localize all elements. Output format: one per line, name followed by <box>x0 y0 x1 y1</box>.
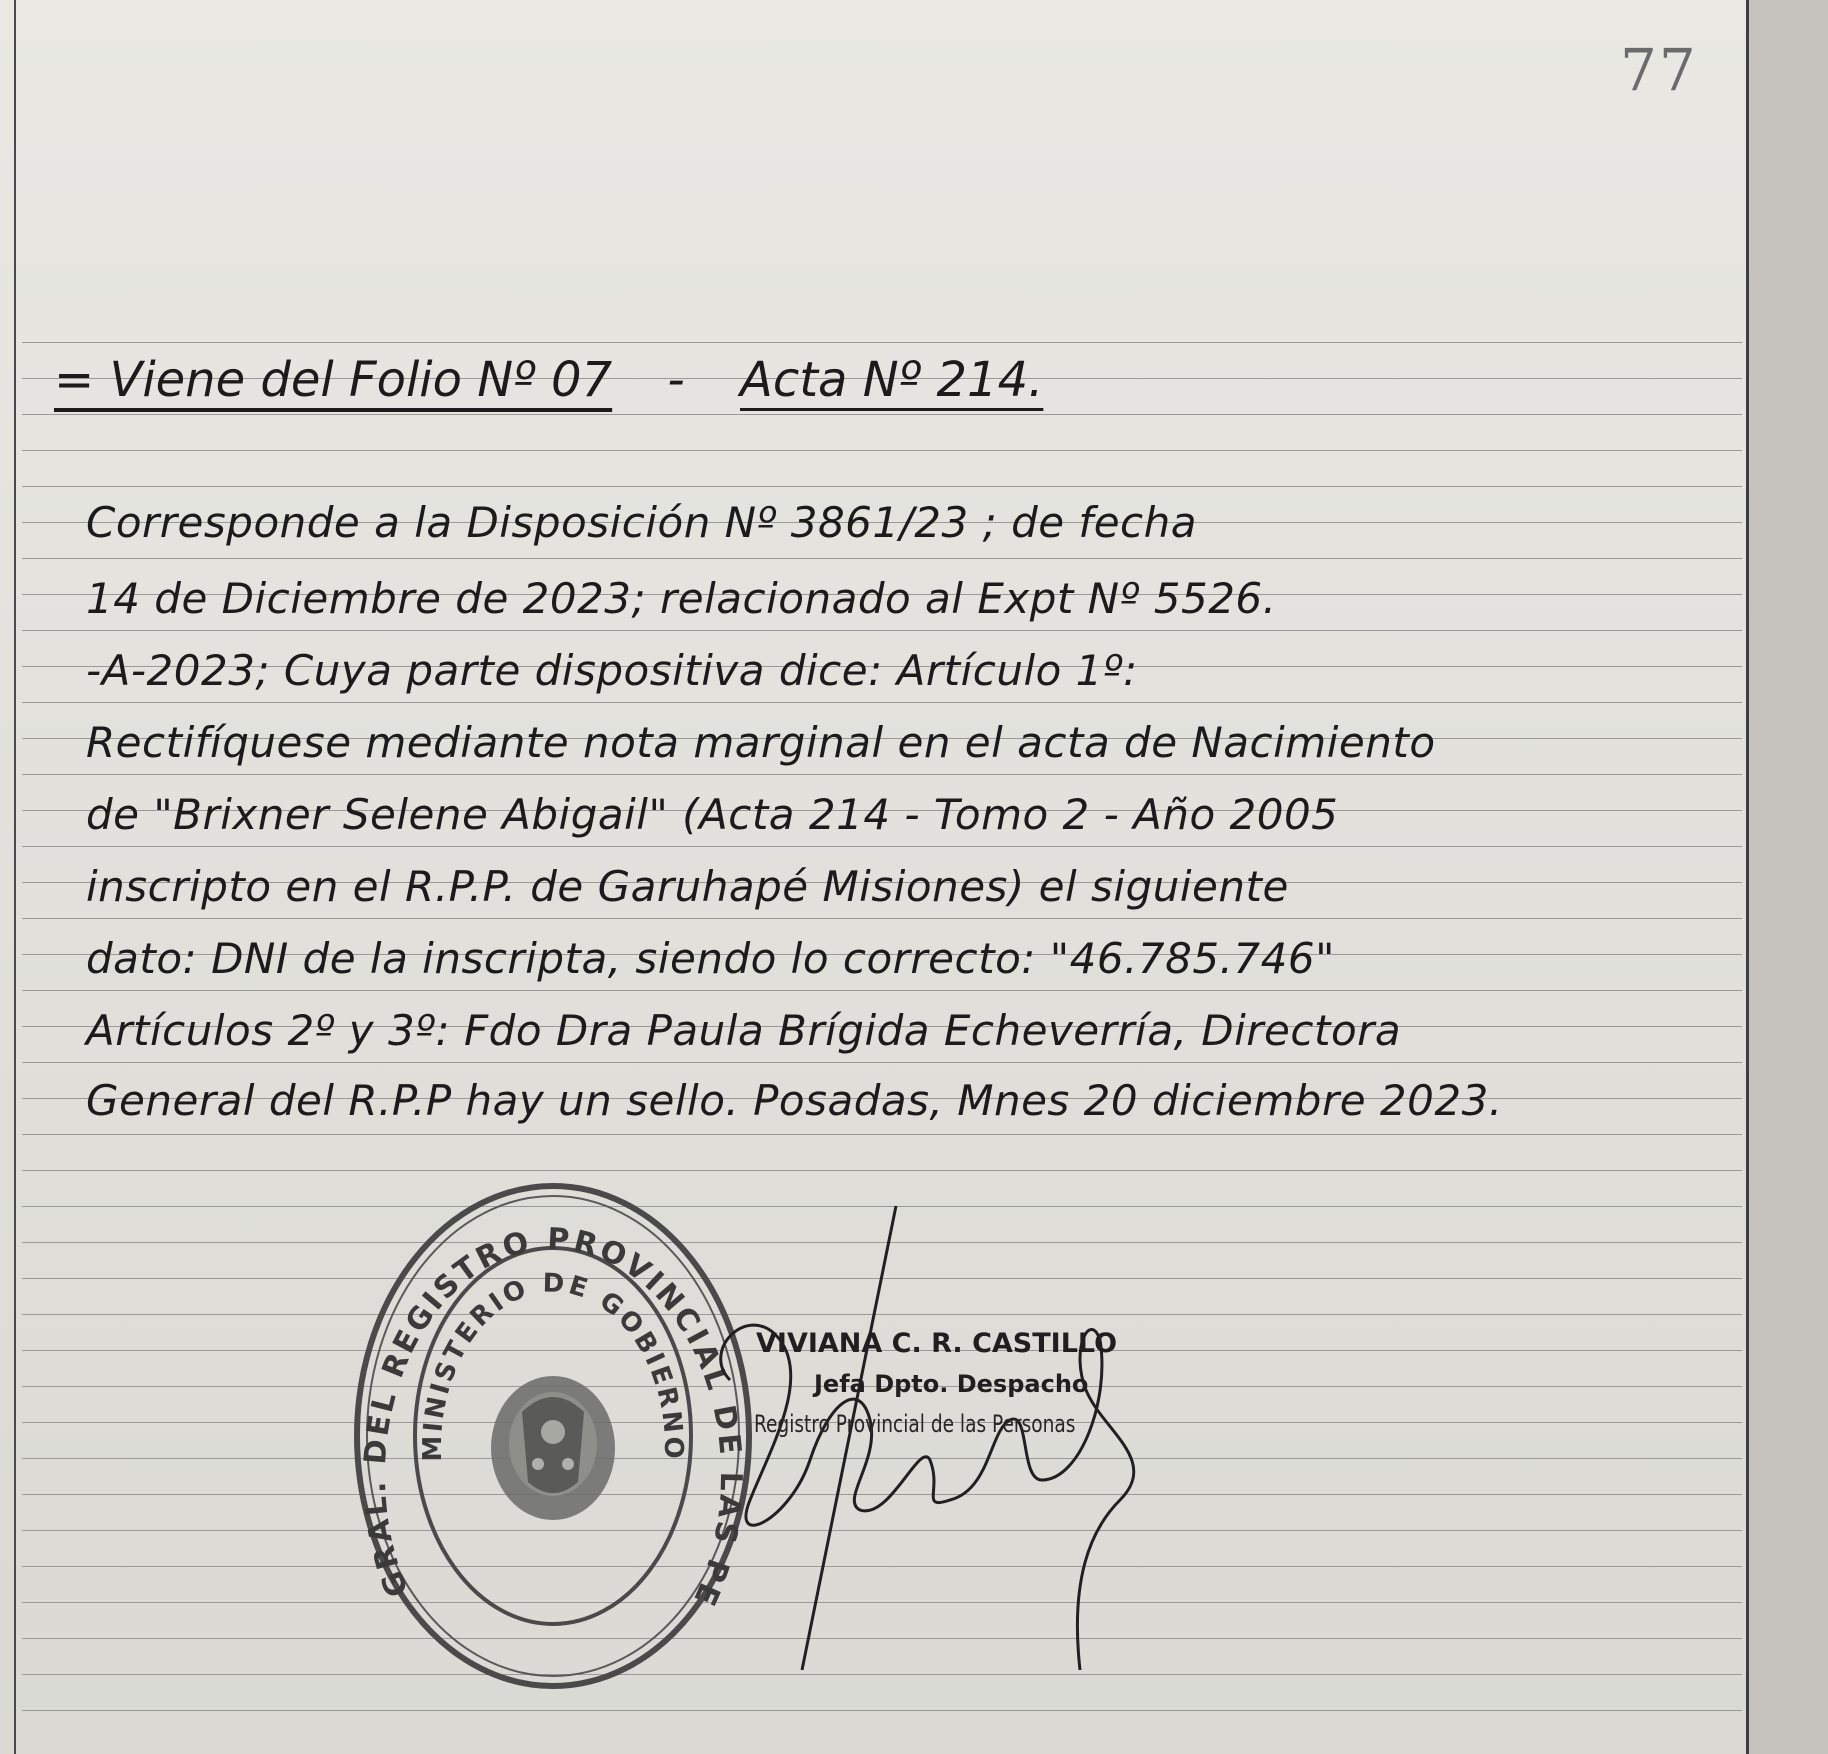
seal-inner-text: MINISTERIO DE GOBIERNO <box>417 1268 689 1462</box>
ruled-line <box>22 342 1742 343</box>
ruled-line <box>22 1602 1742 1603</box>
signature-block <box>752 1328 1192 1468</box>
ruled-line <box>22 918 1742 919</box>
body-line-1: Corresponde a la Disposición Nº 3861/23 ; de fecha <box>86 498 1197 547</box>
body-line-3: -A-2023; Cuya parte dispositiva dice: Artículo 1º: <box>86 646 1138 695</box>
left-margin-line <box>14 0 16 1754</box>
ruled-line <box>22 1638 1742 1639</box>
body-line-6: inscripto en el R.P.P. de Garuhapé Misiones) el siguiente <box>86 862 1289 911</box>
folio-number: 77 <box>1620 36 1698 104</box>
ruled-line <box>22 1494 1742 1495</box>
ruled-line <box>22 1278 1742 1279</box>
body-line-2: 14 de Diciembre de 2023; relacionado al Expt Nº 5526. <box>86 574 1277 623</box>
body-line-5: de "Brixner Selene Abigail" (Acta 214 - Tomo 2 - Año 2005 <box>86 790 1339 839</box>
signatory-organization: Registro Provincial de las Personas <box>754 1410 1076 1438</box>
header-separator: - <box>667 352 685 408</box>
ruled-line <box>22 702 1742 703</box>
ruled-line <box>22 1206 1742 1207</box>
header-line <box>54 352 1043 408</box>
page-gutter <box>1749 0 1828 1754</box>
ruled-line <box>22 1062 1742 1063</box>
ruled-line <box>22 1674 1742 1675</box>
right-margin-line <box>1746 0 1749 1754</box>
ruled-line <box>22 846 1742 847</box>
body-line-9: General del R.P.P hay un sello. Posadas, Mnes 20 diciembre 2023. <box>86 1076 1503 1125</box>
ruled-line <box>22 486 1742 487</box>
ruled-line <box>22 1530 1742 1531</box>
ruled-line <box>22 1566 1742 1567</box>
header-folio-reference: = Viene del Folio Nº 07 <box>54 352 613 408</box>
ruled-line <box>22 1242 1742 1243</box>
ruled-line <box>22 1314 1742 1315</box>
seal-graphic <box>352 1182 754 1690</box>
official-seal <box>352 1182 754 1690</box>
ruled-line <box>22 630 1742 631</box>
body-line-7: dato: DNI de la inscripta, siendo lo correcto: "46.785.746" <box>86 934 1335 983</box>
seal-outer-text: GRAL. DEL REGISTRO PROVINCIAL DE LAS PE <box>357 1221 749 1614</box>
ruled-line <box>22 1170 1742 1171</box>
ruled-line <box>22 774 1742 775</box>
ruled-line <box>22 414 1742 415</box>
body-line-8: Artículos 2º y 3º: Fdo Dra Paula Brígida Echeverría, Directora <box>86 1006 1402 1055</box>
ruled-line <box>22 1710 1742 1711</box>
ruled-line <box>22 990 1742 991</box>
ruled-line <box>22 558 1742 559</box>
coat-of-arms-icon <box>491 1376 615 1520</box>
body-line-4: Rectifíquese mediante nota marginal en el acta de Nacimiento <box>86 718 1436 767</box>
signatory-title: Jefa Dpto. Despacho <box>814 1370 1089 1398</box>
header-acta-number: Acta Nº 214. <box>739 352 1044 408</box>
ruled-line <box>22 1134 1742 1135</box>
ruled-line <box>22 450 1742 451</box>
signatory-name: VIVIANA C. R. CASTILLO <box>756 1328 1118 1359</box>
